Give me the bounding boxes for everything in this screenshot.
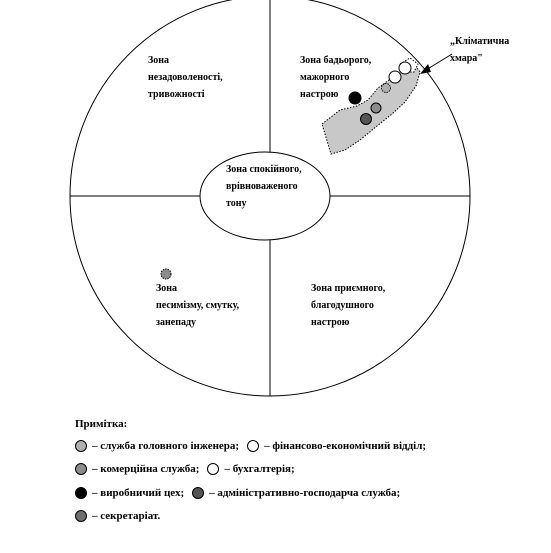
legend-row xyxy=(75,463,297,475)
legend-swatch-icon xyxy=(192,487,204,499)
legend-swatch-icon xyxy=(247,440,259,452)
climate-cloud-label: „Кліматична хмара" xyxy=(450,36,510,64)
marker-admin-service xyxy=(361,114,372,125)
legend-swatch-icon xyxy=(75,510,87,522)
legend-text: – бухгалтерія; xyxy=(224,463,295,475)
legend-text: – служба головного інженера; xyxy=(92,440,240,452)
legend-text: – комерційна служба; xyxy=(92,463,200,475)
legend-text: – фінансово-економічний відділ; xyxy=(264,440,427,452)
marker-commercial-service xyxy=(371,103,381,113)
legend-text: – секретаріат. xyxy=(92,510,161,522)
zone-anxiety-label: Зона незадоволеності, тривожності xyxy=(148,55,223,100)
legend-text: – виробничий цех; xyxy=(92,487,185,499)
marker-accounting xyxy=(389,71,401,83)
legend-row xyxy=(75,510,162,522)
marker-chief-engineer-service xyxy=(382,84,391,93)
zone-pleasant-label: Зона приємного, благодушного настрою xyxy=(311,283,386,328)
legend-row xyxy=(75,440,428,452)
cloud-pointer-arrow xyxy=(426,54,452,70)
legend-swatch-icon xyxy=(75,463,87,475)
zone-cheerful-label: Зона бадьорого, мажорного настрою xyxy=(300,55,372,100)
legend-swatch-icon xyxy=(207,463,219,475)
marker-financial-department xyxy=(399,62,411,74)
legend-title: Примітка: xyxy=(75,418,128,430)
zone-pessimism-label: Зона песимізму, смутку, занепаду xyxy=(156,283,240,328)
zone-calm-label: Зона спокійного, врівноваженого тону xyxy=(226,164,302,209)
marker-secretariat xyxy=(161,269,171,279)
legend-text: – адміністративно-господарча служба; xyxy=(209,487,401,499)
legend-swatch-icon xyxy=(75,440,87,452)
legend-swatch-icon xyxy=(75,487,87,499)
legend-row xyxy=(75,487,402,499)
